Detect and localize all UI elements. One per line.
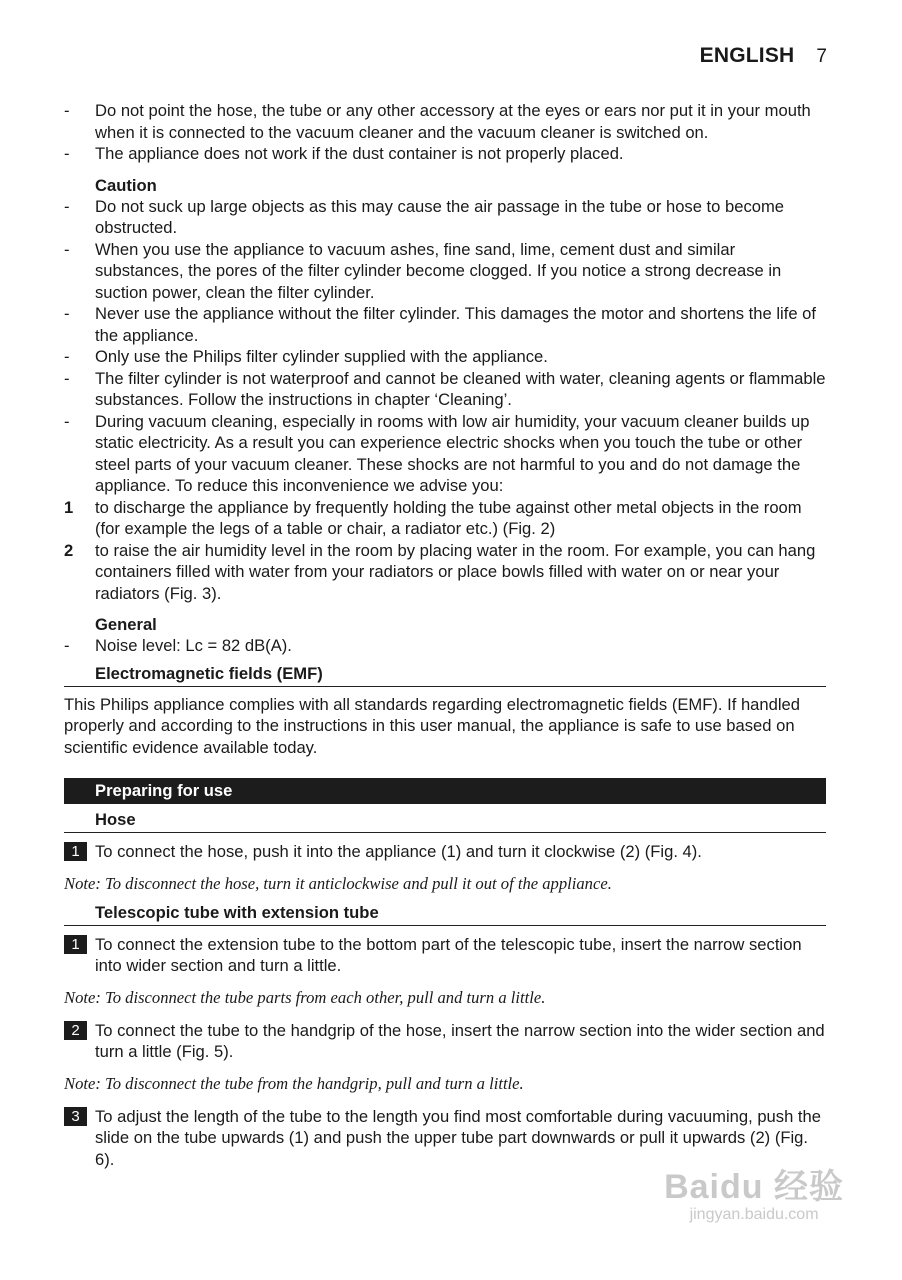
step-item: 1 To connect the extension tube to the bottom part of the telescopic tube, insert the narrow section into wider section and turn a little.: [64, 934, 826, 977]
emf-paragraph: This Philips appliance complies with all standards regarding electromagnetic fields (EMF). If handled properly and according to the instructions in this user manual, the appliance is safe to use based on scientific evidence available today.: [64, 694, 801, 757]
general-heading: General: [95, 615, 157, 634]
bullet-item: - When you use the appliance to vacuum ashes, fine sand, lime, cement dust and similar substances, the pores of the filter cylinder become clogged. If you notice a strong decrease in suction power, clean the filter cylinder.: [64, 239, 782, 302]
bullet-item: - During vacuum cleaning, especially in rooms with low air humidity, your vacuum cleaner builds up static electricity. As a result you can experience electric shocks when you touch the tube or other steel parts of your vacuum cleaner. These shocks are not harmful to you and do not damage the appliance. To reduce this inconvenience we advise you:: [64, 411, 810, 495]
bullet-item: - The appliance does not work if the dust container is not properly placed.: [64, 144, 624, 163]
page-number: 7: [816, 46, 827, 67]
emf-heading: Electromagnetic fields (EMF): [64, 663, 826, 687]
bullet-item: - Noise level: Lc = 82 dB(A).: [64, 636, 292, 655]
preparing-section-bar: Preparing for use: [64, 778, 826, 804]
bullet-item: - The filter cylinder is not waterproof and cannot be cleaned with water, cleaning agents or flammable substances. Follow the instructions in chapter ‘Cleaning’.: [64, 368, 826, 409]
dash-marker: -: [64, 196, 70, 216]
note-text: Note: To disconnect the tube parts from each other, pull and turn a little.: [64, 987, 546, 1007]
bullet-item: - Only use the Philips filter cylinder supplied with the appliance.: [64, 347, 548, 366]
watermark-url: jingyan.baidu.com: [689, 1206, 819, 1223]
bullet-item: - Never use the appliance without the filter cylinder. This damages the motor and shortens the life of the appliance.: [64, 304, 817, 345]
watermark-logo-text: Baidu 经验: [664, 1168, 844, 1206]
numbered-item: 1 to discharge the appliance by frequently holding the tube against other metal objects in the room (for example the legs of a table or chair, a radiator etc.) (Fig. 2): [64, 497, 802, 538]
dash-marker: -: [64, 304, 70, 323]
manual-content: [64, 100, 826, 1170]
dash-marker: -: [64, 368, 70, 388]
step-item: 2 To connect the tube to the handgrip of the hose, insert the narrow section into the wider section and turn a little (Fig. 5).: [64, 1020, 826, 1063]
dash-marker: -: [64, 347, 70, 366]
item-number: 2: [64, 540, 74, 560]
step-item: 3 To adjust the length of the tube to the length you find most comfortable during vacuuming, push the slide on the tube upwards (1) and push the upper tube part downwards or pull it upwards (2) (Fig. 6).: [64, 1106, 826, 1171]
dash-marker: -: [64, 636, 70, 655]
baidu-watermark: [664, 1168, 844, 1224]
dash-marker: -: [64, 144, 70, 163]
step-number: 3: [64, 1107, 87, 1126]
dash-marker: -: [64, 411, 70, 431]
dash-marker: -: [64, 239, 70, 259]
step-number: 1: [64, 935, 87, 954]
language-label: ENGLISH: [699, 44, 795, 67]
note-text: Note: To disconnect the hose, turn it anticlockwise and pull it out of the appliance.: [64, 873, 612, 893]
caution-heading: Caution: [95, 175, 157, 195]
note-text: Note: To disconnect the tube from the handgrip, pull and turn a little.: [64, 1073, 524, 1093]
tube-heading: Telescopic tube with extension tube: [64, 902, 826, 926]
step-number: 1: [64, 842, 87, 861]
numbered-item: 2 to raise the air humidity level in the room by placing water in the room. For example, you can hang containers filled with water from your radiators or place bowls filled with water on or near your radiators (Fig. 3).: [64, 540, 816, 603]
dash-marker: -: [64, 101, 70, 120]
item-number: 1: [64, 497, 74, 517]
bullet-item: - Do not point the hose, the tube or any other accessory at the eyes or ears nor put it in your mouth when it is connected to the vacuum cleaner and the vacuum cleaner is switched on.: [64, 101, 811, 142]
hose-heading: Hose: [64, 809, 826, 833]
page-header: [700, 44, 827, 68]
step-item: 1 To connect the hose, push it into the appliance (1) and turn it clockwise (2) (Fig. 4).: [64, 841, 826, 863]
bullet-item: - Do not suck up large objects as this may cause the air passage in the tube or hose to become obstructed.: [64, 196, 785, 237]
step-number: 2: [64, 1021, 87, 1040]
